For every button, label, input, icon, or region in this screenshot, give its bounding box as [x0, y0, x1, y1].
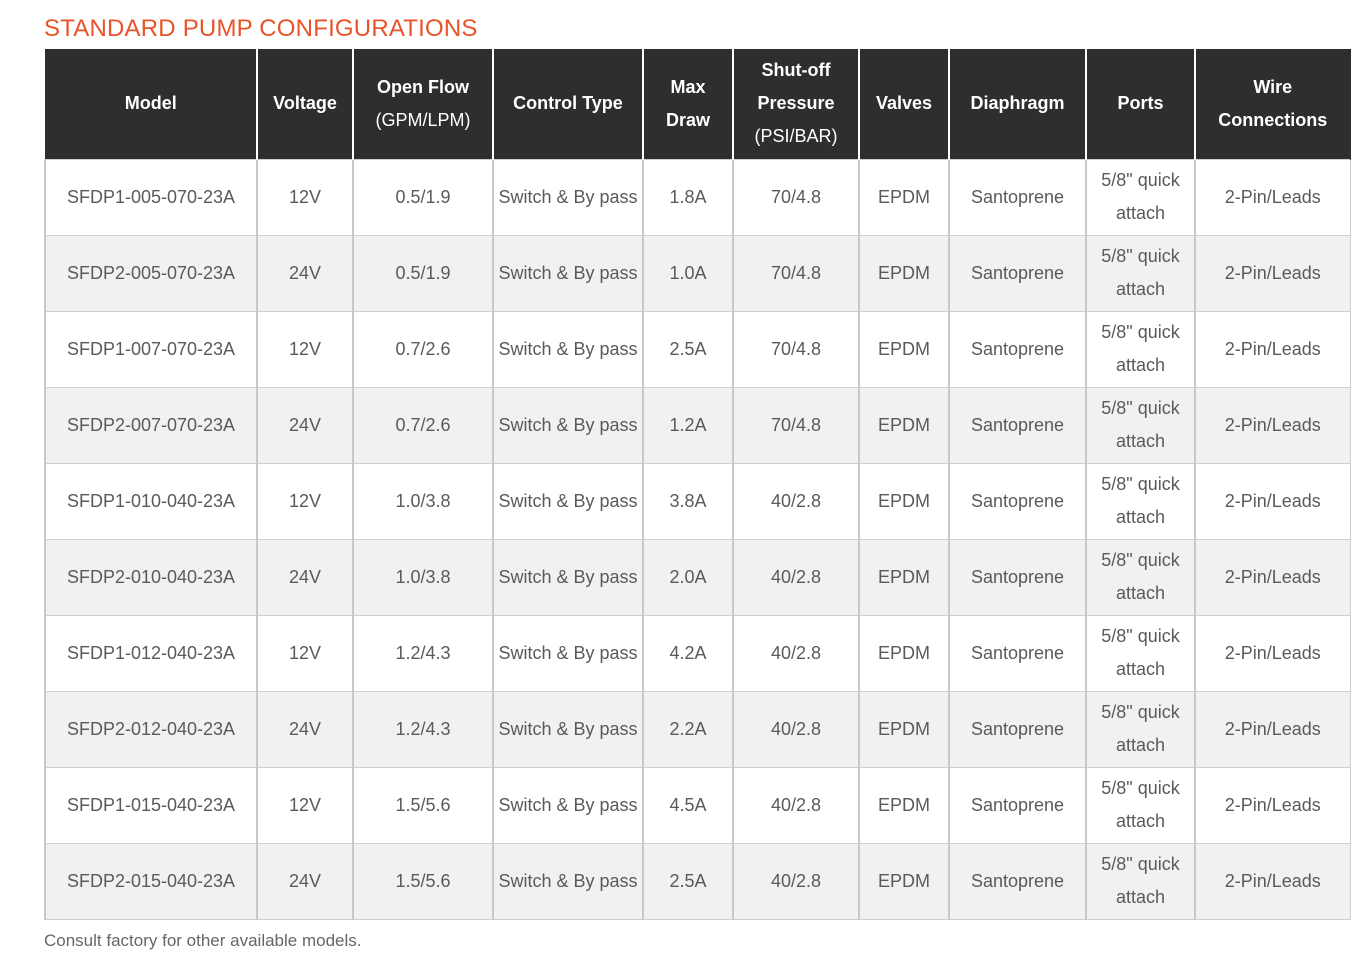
- shutoff-pressure-cell: 40/2.8: [733, 463, 859, 539]
- header-label: Ports: [1117, 93, 1164, 114]
- ports-cell: 5/8" quick attach: [1086, 767, 1195, 843]
- open-flow-cell: 0.7/2.6: [353, 387, 493, 463]
- header-label: Control Type: [513, 93, 623, 114]
- ports-cell: 5/8" quick attach: [1086, 387, 1195, 463]
- open-flow-cell: 1.5/5.6: [353, 767, 493, 843]
- voltage-cell: 24V: [257, 691, 353, 767]
- open-flow-cell: 0.7/2.6: [353, 311, 493, 387]
- table-row: [45, 159, 1350, 235]
- footnote: Consult factory for other available models.: [44, 931, 362, 950]
- wire-connections-cell: 2-Pin/Leads: [1195, 235, 1350, 311]
- shutoff-pressure-cell: 40/2.8: [733, 843, 859, 919]
- valves-cell: EPDM: [859, 463, 949, 539]
- model-cell: SFDP1-015-040-23A: [45, 767, 257, 843]
- header-label: Wire Connections: [1218, 76, 1328, 130]
- voltage-cell: 24V: [257, 235, 353, 311]
- control-type-cell: Switch & By pass: [493, 463, 643, 539]
- open-flow-cell: 0.5/1.9: [353, 235, 493, 311]
- max-draw-cell: 2.2A: [643, 691, 733, 767]
- shutoff-pressure-cell: 70/4.8: [733, 387, 859, 463]
- model-cell: SFDP2-005-070-23A: [45, 235, 257, 311]
- wire-connections-cell: 2-Pin/Leads: [1195, 539, 1350, 615]
- model-cell: SFDP1-005-070-23A: [45, 159, 257, 235]
- header-label: Valves: [875, 93, 933, 114]
- header-label: Max Draw: [665, 76, 710, 130]
- model-cell: SFDP2-012-040-23A: [45, 691, 257, 767]
- voltage-cell: 24V: [257, 387, 353, 463]
- model-cell: SFDP2-010-040-23A: [45, 539, 257, 615]
- max-draw-cell: 2.0A: [643, 539, 733, 615]
- control-type-cell: Switch & By pass: [493, 387, 643, 463]
- valves-cell: EPDM: [859, 159, 949, 235]
- voltage-cell: 24V: [257, 843, 353, 919]
- open-flow-cell: 1.2/4.3: [353, 615, 493, 691]
- ports-cell: 5/8" quick attach: [1086, 843, 1195, 919]
- ports-cell: 5/8" quick attach: [1086, 539, 1195, 615]
- voltage-cell: 12V: [257, 463, 353, 539]
- valves-cell: EPDM: [859, 843, 949, 919]
- column-header-ports: [1086, 49, 1195, 159]
- model-cell: SFDP2-007-070-23A: [45, 387, 257, 463]
- ports-cell: 5/8" quick attach: [1086, 463, 1195, 539]
- voltage-cell: 12V: [257, 159, 353, 235]
- max-draw-cell: 1.0A: [643, 235, 733, 311]
- column-header-open-flow: [353, 49, 493, 159]
- control-type-cell: Switch & By pass: [493, 767, 643, 843]
- valves-cell: EPDM: [859, 235, 949, 311]
- valves-cell: EPDM: [859, 767, 949, 843]
- model-cell: SFDP2-015-040-23A: [45, 843, 257, 919]
- column-header-shutoff-pressure: [733, 49, 859, 159]
- max-draw-cell: 4.5A: [643, 767, 733, 843]
- control-type-cell: Switch & By pass: [493, 843, 643, 919]
- column-header-max-draw: [643, 49, 733, 159]
- shutoff-pressure-cell: 40/2.8: [733, 615, 859, 691]
- valves-cell: EPDM: [859, 387, 949, 463]
- pump-config-table: [44, 49, 1351, 920]
- diaphragm-cell: Santoprene: [949, 767, 1086, 843]
- column-header-valves: [859, 49, 949, 159]
- header-label: Model: [124, 93, 177, 114]
- control-type-cell: Switch & By pass: [493, 311, 643, 387]
- wire-connections-cell: 2-Pin/Leads: [1195, 463, 1350, 539]
- diaphragm-cell: Santoprene: [949, 691, 1086, 767]
- valves-cell: EPDM: [859, 615, 949, 691]
- table-row: [45, 615, 1350, 691]
- column-header-control-type: [493, 49, 643, 159]
- table-row: [45, 311, 1350, 387]
- model-cell: SFDP1-010-040-23A: [45, 463, 257, 539]
- header-label: Open Flow: [377, 76, 469, 97]
- ports-cell: 5/8" quick attach: [1086, 311, 1195, 387]
- open-flow-cell: 1.2/4.3: [353, 691, 493, 767]
- voltage-cell: 12V: [257, 311, 353, 387]
- diaphragm-cell: Santoprene: [949, 615, 1086, 691]
- wire-connections-cell: 2-Pin/Leads: [1195, 387, 1350, 463]
- shutoff-pressure-cell: 40/2.8: [733, 767, 859, 843]
- wire-connections-cell: 2-Pin/Leads: [1195, 159, 1350, 235]
- max-draw-cell: 2.5A: [643, 843, 733, 919]
- table-body: [45, 159, 1350, 919]
- control-type-cell: Switch & By pass: [493, 235, 643, 311]
- model-cell: SFDP1-007-070-23A: [45, 311, 257, 387]
- ports-cell: 5/8" quick attach: [1086, 159, 1195, 235]
- diaphragm-cell: Santoprene: [949, 159, 1086, 235]
- table-row: [45, 235, 1350, 311]
- table-row: [45, 387, 1350, 463]
- wire-connections-cell: 2-Pin/Leads: [1195, 615, 1350, 691]
- column-header-model: [45, 49, 257, 159]
- voltage-cell: 24V: [257, 539, 353, 615]
- valves-cell: EPDM: [859, 691, 949, 767]
- column-header-wire-connections: [1195, 49, 1350, 159]
- shutoff-pressure-cell: 70/4.8: [733, 159, 859, 235]
- diaphragm-cell: Santoprene: [949, 539, 1086, 615]
- table-row: [45, 691, 1350, 767]
- table-row: [45, 767, 1350, 843]
- wire-connections-cell: 2-Pin/Leads: [1195, 843, 1350, 919]
- header-label: Diaphragm: [970, 93, 1065, 114]
- shutoff-pressure-cell: 40/2.8: [733, 539, 859, 615]
- page-title: STANDARD PUMP CONFIGURATIONS: [44, 15, 478, 42]
- ports-cell: 5/8" quick attach: [1086, 691, 1195, 767]
- model-cell: SFDP1-012-040-23A: [45, 615, 257, 691]
- max-draw-cell: 4.2A: [643, 615, 733, 691]
- control-type-cell: Switch & By pass: [493, 159, 643, 235]
- diaphragm-cell: Santoprene: [949, 463, 1086, 539]
- valves-cell: EPDM: [859, 311, 949, 387]
- header-unit: (GPM/LPM): [375, 109, 471, 130]
- open-flow-cell: 1.0/3.8: [353, 539, 493, 615]
- open-flow-cell: 0.5/1.9: [353, 159, 493, 235]
- header-unit: (PSI/BAR): [754, 126, 838, 147]
- valves-cell: EPDM: [859, 539, 949, 615]
- control-type-cell: Switch & By pass: [493, 539, 643, 615]
- wire-connections-cell: 2-Pin/Leads: [1195, 691, 1350, 767]
- wire-connections-cell: 2-Pin/Leads: [1195, 311, 1350, 387]
- max-draw-cell: 3.8A: [643, 463, 733, 539]
- wire-connections-cell: 2-Pin/Leads: [1195, 767, 1350, 843]
- open-flow-cell: 1.5/5.6: [353, 843, 493, 919]
- voltage-cell: 12V: [257, 767, 353, 843]
- column-header-voltage: [257, 49, 353, 159]
- table-row: [45, 539, 1350, 615]
- ports-cell: 5/8" quick attach: [1086, 235, 1195, 311]
- diaphragm-cell: Santoprene: [949, 311, 1086, 387]
- header-row: [45, 49, 1350, 159]
- diaphragm-cell: Santoprene: [949, 387, 1086, 463]
- voltage-cell: 12V: [257, 615, 353, 691]
- table-row: [45, 463, 1350, 539]
- max-draw-cell: 2.5A: [643, 311, 733, 387]
- ports-cell: 5/8" quick attach: [1086, 615, 1195, 691]
- max-draw-cell: 1.2A: [643, 387, 733, 463]
- header-label: Shut-off Pressure: [757, 60, 835, 114]
- shutoff-pressure-cell: 40/2.8: [733, 691, 859, 767]
- shutoff-pressure-cell: 70/4.8: [733, 311, 859, 387]
- control-type-cell: Switch & By pass: [493, 691, 643, 767]
- shutoff-pressure-cell: 70/4.8: [733, 235, 859, 311]
- column-header-diaphragm: [949, 49, 1086, 159]
- max-draw-cell: 1.8A: [643, 159, 733, 235]
- control-type-cell: Switch & By pass: [493, 615, 643, 691]
- diaphragm-cell: Santoprene: [949, 235, 1086, 311]
- open-flow-cell: 1.0/3.8: [353, 463, 493, 539]
- header-label: Voltage: [273, 93, 337, 114]
- table-row: [45, 843, 1350, 919]
- diaphragm-cell: Santoprene: [949, 843, 1086, 919]
